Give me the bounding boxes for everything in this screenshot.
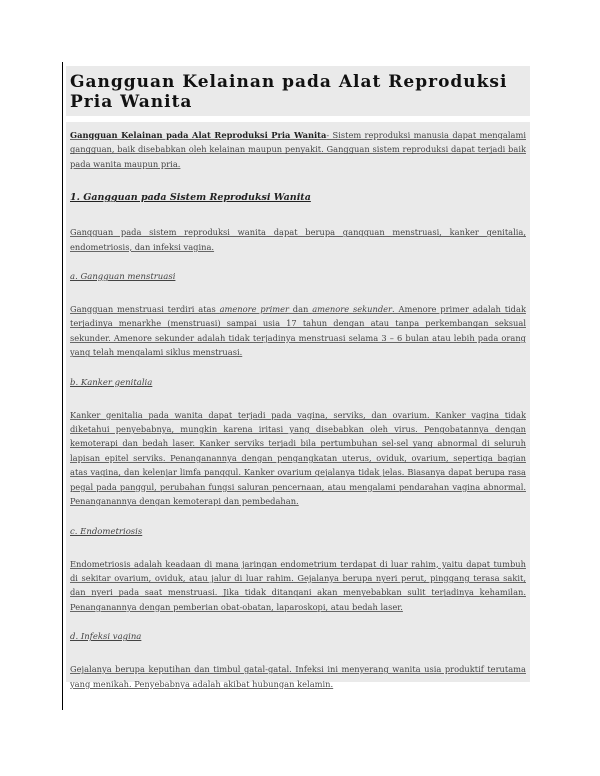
section-heading-1: 1. Gangguan pada Sistem Reproduksi Wanita	[70, 192, 311, 204]
intro-text: - Sistem reproduksi manusia dapat mengalami gangguan, baik disebabkan oleh kelainan maupun penyakit. Gangguan sistem reproduksi dapat terjadi baik pada wanita maupun pria.	[70, 130, 526, 169]
subheading-c: c. Endometriosis	[70, 526, 143, 537]
paragraph-c-text: Endometriosis adalah keadaan di mana jaringan endometrium terdapat di luar rahim, yaitu dapat tumbuh di sekitar ovarium, oviduk, atau jalur di luar rahim. Gejalanya berupa nyeri perut, pinggang terasa sakit, dan nyeri pada saat menstruasi. Jika tidak ditangani akan menyebabkan sulit terjadinya kehamilan. Penanganannya dengan pemberian obat-obatan, laparoskopi, atau bedah laser.	[70, 558, 526, 612]
subheading-d: d. Infeksi vagina	[70, 632, 142, 643]
page-title: Gangguan Kelainan pada Alat Reproduksi Pria Wanita	[70, 72, 508, 112]
paragraph-b	[70, 408, 526, 509]
paragraph-a-text-1: Gangguan menstruasi terdiri atas	[70, 304, 220, 315]
paragraph-c	[70, 557, 526, 615]
paragraph-d	[70, 662, 526, 691]
intro-lead: Gangguan Kelainan pada Alat Reproduksi Pria Wanita	[70, 130, 327, 140]
paragraph-b-text: Kanker genitalia pada wanita dapat terjadi pada vagina, serviks, dan ovarium. Kanker vagina tidak diketahui penyebabnya, mungkin karena iritasi yang disebabkan oleh virus. Pengobatannya dengan kemoterapi dan bedah laser. Kanker serviks terjadi bila pertumbuhan sel-sel yang abnormal di seluruh lapisan epitel serviks. Penanganannya dengan pengangkatan uterus, oviduk, ovarium, sepertiga bagian atas vagina, dan kelenjar limfa panggul. Kanker ovarium gejalanya tidak jelas. Biasanya dapat berupa rasa pegal pada panggul, perubahan fungsi saluran pencernaan, atau mengalami pendarahan vagina abnormal. Penanganannya dengan kemoterapi dan pembedahan.	[70, 409, 526, 507]
article-body	[66, 122, 530, 689]
paragraph-a	[70, 302, 526, 360]
term-amenore-sekunder: amenore sekunder	[312, 304, 393, 315]
section-1-paragraph	[70, 225, 526, 254]
subheading-a: a. Gangguan menstruasi	[70, 272, 176, 283]
page-margin-rule	[62, 62, 63, 710]
paragraph-d-text: Gejalanya berupa keputihan dan timbul gatal-gatal. Infeksi ini menyerang wanita usia produktif terutama yang menikah. Penyebabnya adalah akibat hubungan kelamin.	[70, 664, 526, 689]
paragraph-a-text-3: . Amenore primer adalah tidak terjadinya menarkhe (menstruasi) sampai usia 17 tahun dengan atau tanpa perkembangan seksual sekunder. Amenore sekunder adalah tidak terjadinya menstruasi selama 3 – 6 bulan atau lebih pada orang yang telah mengalami siklus menstruasi.	[70, 304, 526, 358]
term-amenore-primer: amenore primer	[219, 304, 289, 315]
subheading-b: b. Kanker genitalia	[70, 377, 153, 388]
intro-paragraph	[70, 128, 526, 171]
section-1-text: Gangguan pada sistem reproduksi wanita dapat berupa gangguan menstruasi, kanker genitalia, endometriosis, dan infeksi vagina.	[70, 227, 526, 252]
paragraph-a-text-2: dan	[288, 304, 313, 315]
